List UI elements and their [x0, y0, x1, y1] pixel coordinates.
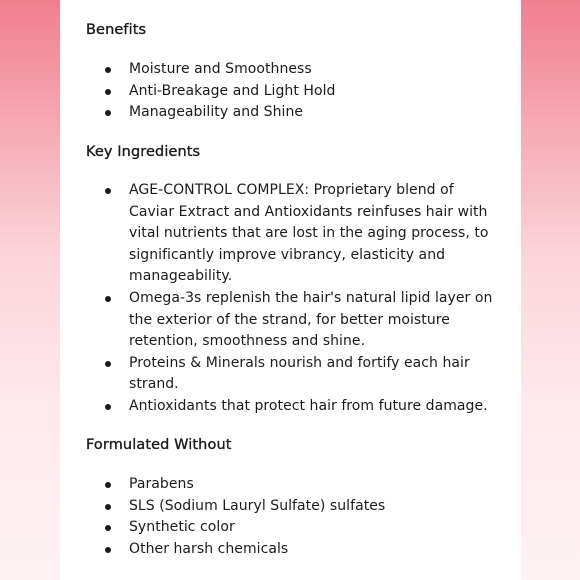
list-item: Moisture and Smoothness: [103, 59, 503, 81]
bullet-icon: [105, 110, 111, 116]
benefits-heading: Benefits: [86, 22, 147, 38]
list-item: AGE-CONTROL COMPLEX: Proprietary blend of Caviar Extract and Antioxidants reinfuses hair with vital nutrients that are lost in the aging process, to significantly improve vibrancy, elasticity and manageability.: [103, 180, 503, 288]
list-item: Omega-3s replenish the hair's natural lipid layer on the exterior of the strand, for better moisture retention, smoothness and shine.: [103, 288, 503, 353]
bullet-icon: [105, 404, 111, 410]
list-item: Manageability and Shine: [103, 102, 503, 124]
bullet-icon: [105, 67, 111, 73]
bullet-icon: [105, 482, 111, 488]
ingredients-list: [103, 180, 503, 418]
bullet-icon: [105, 547, 111, 553]
key-ingredients-heading: Key Ingredients: [86, 144, 201, 160]
formulated-without-heading: Formulated Without: [86, 437, 232, 453]
list-item: Proteins & Minerals nourish and fortify each hair strand.: [103, 353, 503, 396]
benefits-list: [103, 59, 503, 124]
list-item: Synthetic color: [103, 517, 503, 539]
list-item: SLS (Sodium Lauryl Sulfate) sulfates: [103, 496, 503, 518]
bullet-icon: [105, 361, 111, 367]
list-item: Anti-Breakage and Light Hold: [103, 81, 503, 103]
left-pink-border: [0, 0, 60, 580]
list-item: Antioxidants that protect hair from future damage.: [103, 396, 503, 418]
bullet-icon: [105, 525, 111, 531]
bullet-icon: [105, 188, 111, 194]
bullet-icon: [105, 504, 111, 510]
product-details-card: [60, 0, 521, 580]
right-pink-border: [521, 0, 580, 580]
formulated-without-list: [103, 474, 503, 560]
list-item: Parabens: [103, 474, 503, 496]
bullet-icon: [105, 89, 111, 95]
list-item: Other harsh chemicals: [103, 539, 503, 561]
bullet-icon: [105, 296, 111, 302]
